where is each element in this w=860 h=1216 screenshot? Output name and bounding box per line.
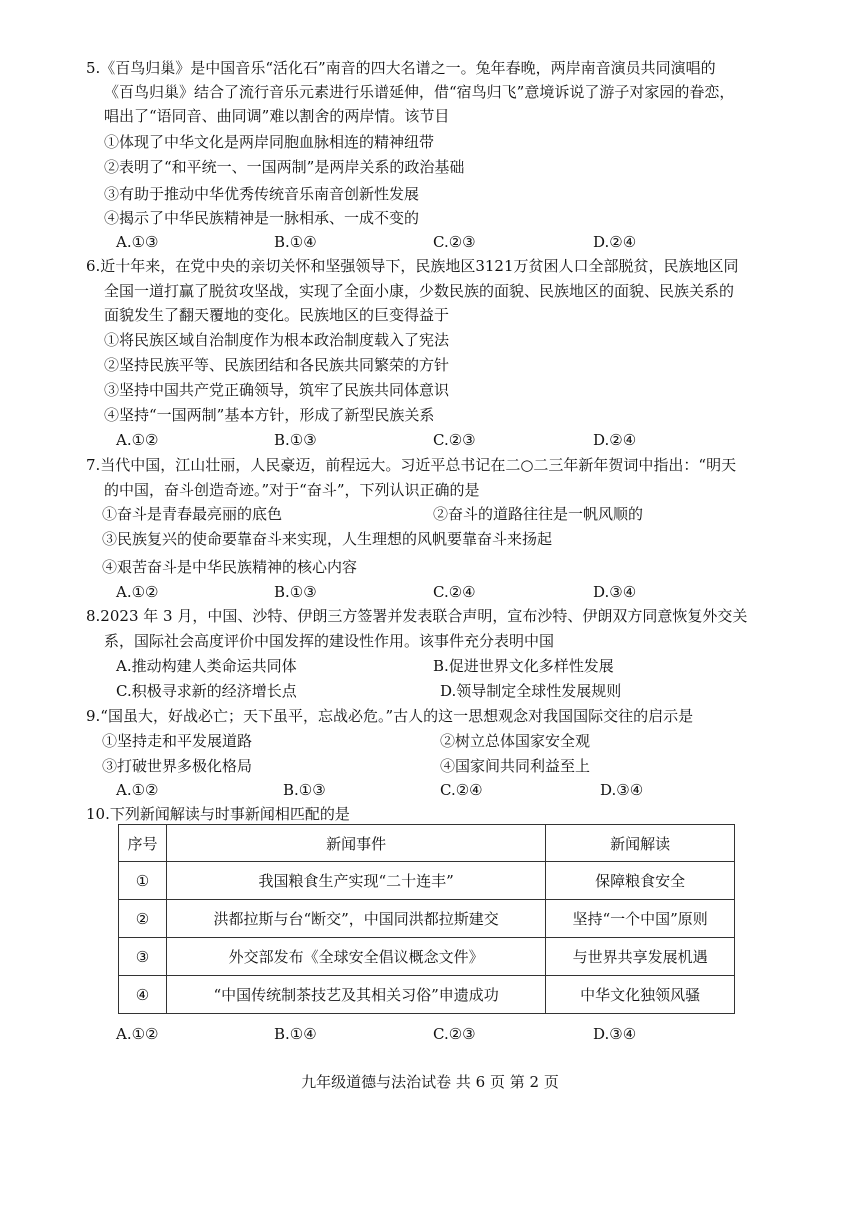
news-event: 洪都拉斯与台“断交”，中国同洪都拉斯建交 [166, 900, 545, 938]
choice-d: D.②④ [593, 431, 637, 449]
statement-item: ②坚持民族平等、民族团结和各民族共同繁荣的方针 [104, 356, 450, 374]
table-row [119, 976, 735, 1014]
statement-item: ③民族复兴的使命要靠奋斗来实现，人生理想的风帆要靠奋斗来扬起 [102, 530, 553, 548]
statement-item: ①奋斗是青春最亮丽的底色 [102, 505, 283, 523]
choice-a: A.推动构建人类命运共同体 [116, 657, 297, 675]
choice-c: C.②③ [433, 233, 476, 251]
table-header-row [119, 825, 735, 862]
news-event: 外交部发布《全球安全倡议概念文件》 [166, 938, 545, 976]
question-stem-line: 全国一道打赢了脱贫攻坚战，实现了全面小康，少数民族的面貌、民族地区的面貌、民族关系的 [104, 282, 735, 300]
news-event: “中国传统制茶技艺及其相关习俗”申遗成功 [166, 976, 545, 1014]
news-interpretation: 中华文化独领风骚 [546, 976, 735, 1014]
question-stem-line: 7.当代中国，江山壮丽，人民豪迈，前程远大。习近平总书记在二○二三年新年贺词中指出：“明天 [86, 456, 737, 474]
statement-item: ②奋斗的道路往往是一帆风顺的 [433, 505, 644, 523]
question-stem-line: 6.近十年来，在党中央的亲切关怀和坚强领导下，民族地区3121万贫困人口全部脱贫，民族地区同 [86, 257, 739, 275]
choice-d: D.③④ [593, 583, 637, 601]
header-cell: 新闻解读 [546, 825, 735, 862]
table-row [119, 938, 735, 976]
row-number: ④ [119, 976, 167, 1014]
choice-a: A.①② [116, 781, 159, 799]
choice-d: D.领导制定全球性发展规则 [440, 682, 622, 700]
choice-c: C.②③ [433, 431, 476, 449]
statement-item: ①将民族区域自治制度作为根本政治制度载入了宪法 [104, 331, 450, 349]
question-stem-line: 5.《百鸟归巢》是中国音乐“活化石”南音的四大名谱之一。兔年春晚，两岸南音演员共同演唱的 [86, 59, 716, 77]
statement-item: ④艰苦奋斗是中华民族精神的核心内容 [102, 558, 358, 576]
table-row [119, 862, 735, 900]
choice-b: B.①③ [274, 583, 317, 601]
statement-item: ④国家间共同利益至上 [440, 757, 591, 775]
choice-d: D.③④ [593, 1025, 637, 1043]
choice-b: B.①③ [274, 431, 317, 449]
news-event: 我国粮食生产实现“二十连丰” [166, 862, 545, 900]
question-stem-line: 9.“国虽大，好战必亡；天下虽平，忘战必危。”古人的这一思想观念对我国国际交往的启示是 [86, 707, 694, 725]
question-stem-line: 10.下列新闻解读与时事新闻相匹配的是 [86, 805, 350, 823]
choice-c: C.②④ [433, 583, 476, 601]
choice-a: A.①② [116, 1025, 159, 1043]
news-interpretation: 保障粮食安全 [546, 862, 735, 900]
statement-item: ③坚持中国共产党正确领导，筑牢了民族共同体意识 [104, 381, 450, 399]
statement-item: ①坚持走和平发展道路 [102, 732, 253, 750]
choice-a: A.①② [116, 583, 159, 601]
table-row [119, 900, 735, 938]
choice-c: C.积极寻求新的经济增长点 [116, 682, 297, 700]
question-stem-line: 系，国际社会高度评价中国发挥的建设性作用。该事件充分表明中国 [104, 632, 555, 650]
news-interpretation: 与世界共享发展机遇 [546, 938, 735, 976]
choice-a: A.①③ [116, 233, 159, 251]
question-stem-line: 8.2023 年 3 月，中国、沙特、伊朗三方签署并发表联合声明，宣布沙特、伊朗双方同意恢复外交关 [86, 607, 748, 625]
question-stem-line: 面貌发生了翻天覆地的变化。民族地区的巨变得益于 [104, 306, 450, 324]
question-stem-line: 的中国，奋斗创造奇迹。”对于“奋斗”，下列认识正确的是 [104, 481, 480, 499]
header-cell: 新闻事件 [166, 825, 545, 862]
question-stem-line: 《百鸟归巢》结合了流行音乐元素进行乐谱延伸，借“宿鸟归飞”意境诉说了游子对家园的眷恋， [104, 83, 735, 101]
header-cell: 序号 [119, 825, 167, 862]
row-number: ① [119, 862, 167, 900]
statement-item: ②树立总体国家安全观 [440, 732, 591, 750]
statement-item: ④揭示了中华民族精神是一脉相承、一成不变的 [104, 209, 420, 227]
choice-b: B.促进世界文化多样性发展 [433, 657, 614, 675]
news-interpretation: 坚持“一个中国”原则 [546, 900, 735, 938]
news-table [118, 824, 735, 1014]
choice-b: B.①④ [274, 1025, 317, 1043]
row-number: ③ [119, 938, 167, 976]
choice-b: B.①④ [274, 233, 317, 251]
statement-item: ②表明了“和平统一、一国两制”是两岸关系的政治基础 [104, 158, 465, 176]
statement-item: ③打破世界多极化格局 [102, 757, 253, 775]
choice-c: C.②③ [433, 1025, 476, 1043]
choice-b: B.①③ [283, 781, 326, 799]
choice-d: D.③④ [600, 781, 644, 799]
statement-item: ④坚持“一国两制”基本方针，形成了新型民族关系 [104, 406, 435, 424]
question-stem-line: 唱出了“语同音、曲同调”难以割舍的两岸情。该节目 [104, 107, 450, 125]
page-footer: 九年级道德与法治试卷 共 6 页 第 2 页 [301, 1073, 559, 1091]
statement-item: ③有助于推动中华优秀传统音乐南音创新性发展 [104, 185, 420, 203]
choice-a: A.①② [116, 431, 159, 449]
statement-item: ①体现了中华文化是两岸同胞血脉相连的精神纽带 [104, 133, 435, 151]
choice-d: D.②④ [593, 233, 637, 251]
row-number: ② [119, 900, 167, 938]
choice-c: C.②④ [440, 781, 483, 799]
